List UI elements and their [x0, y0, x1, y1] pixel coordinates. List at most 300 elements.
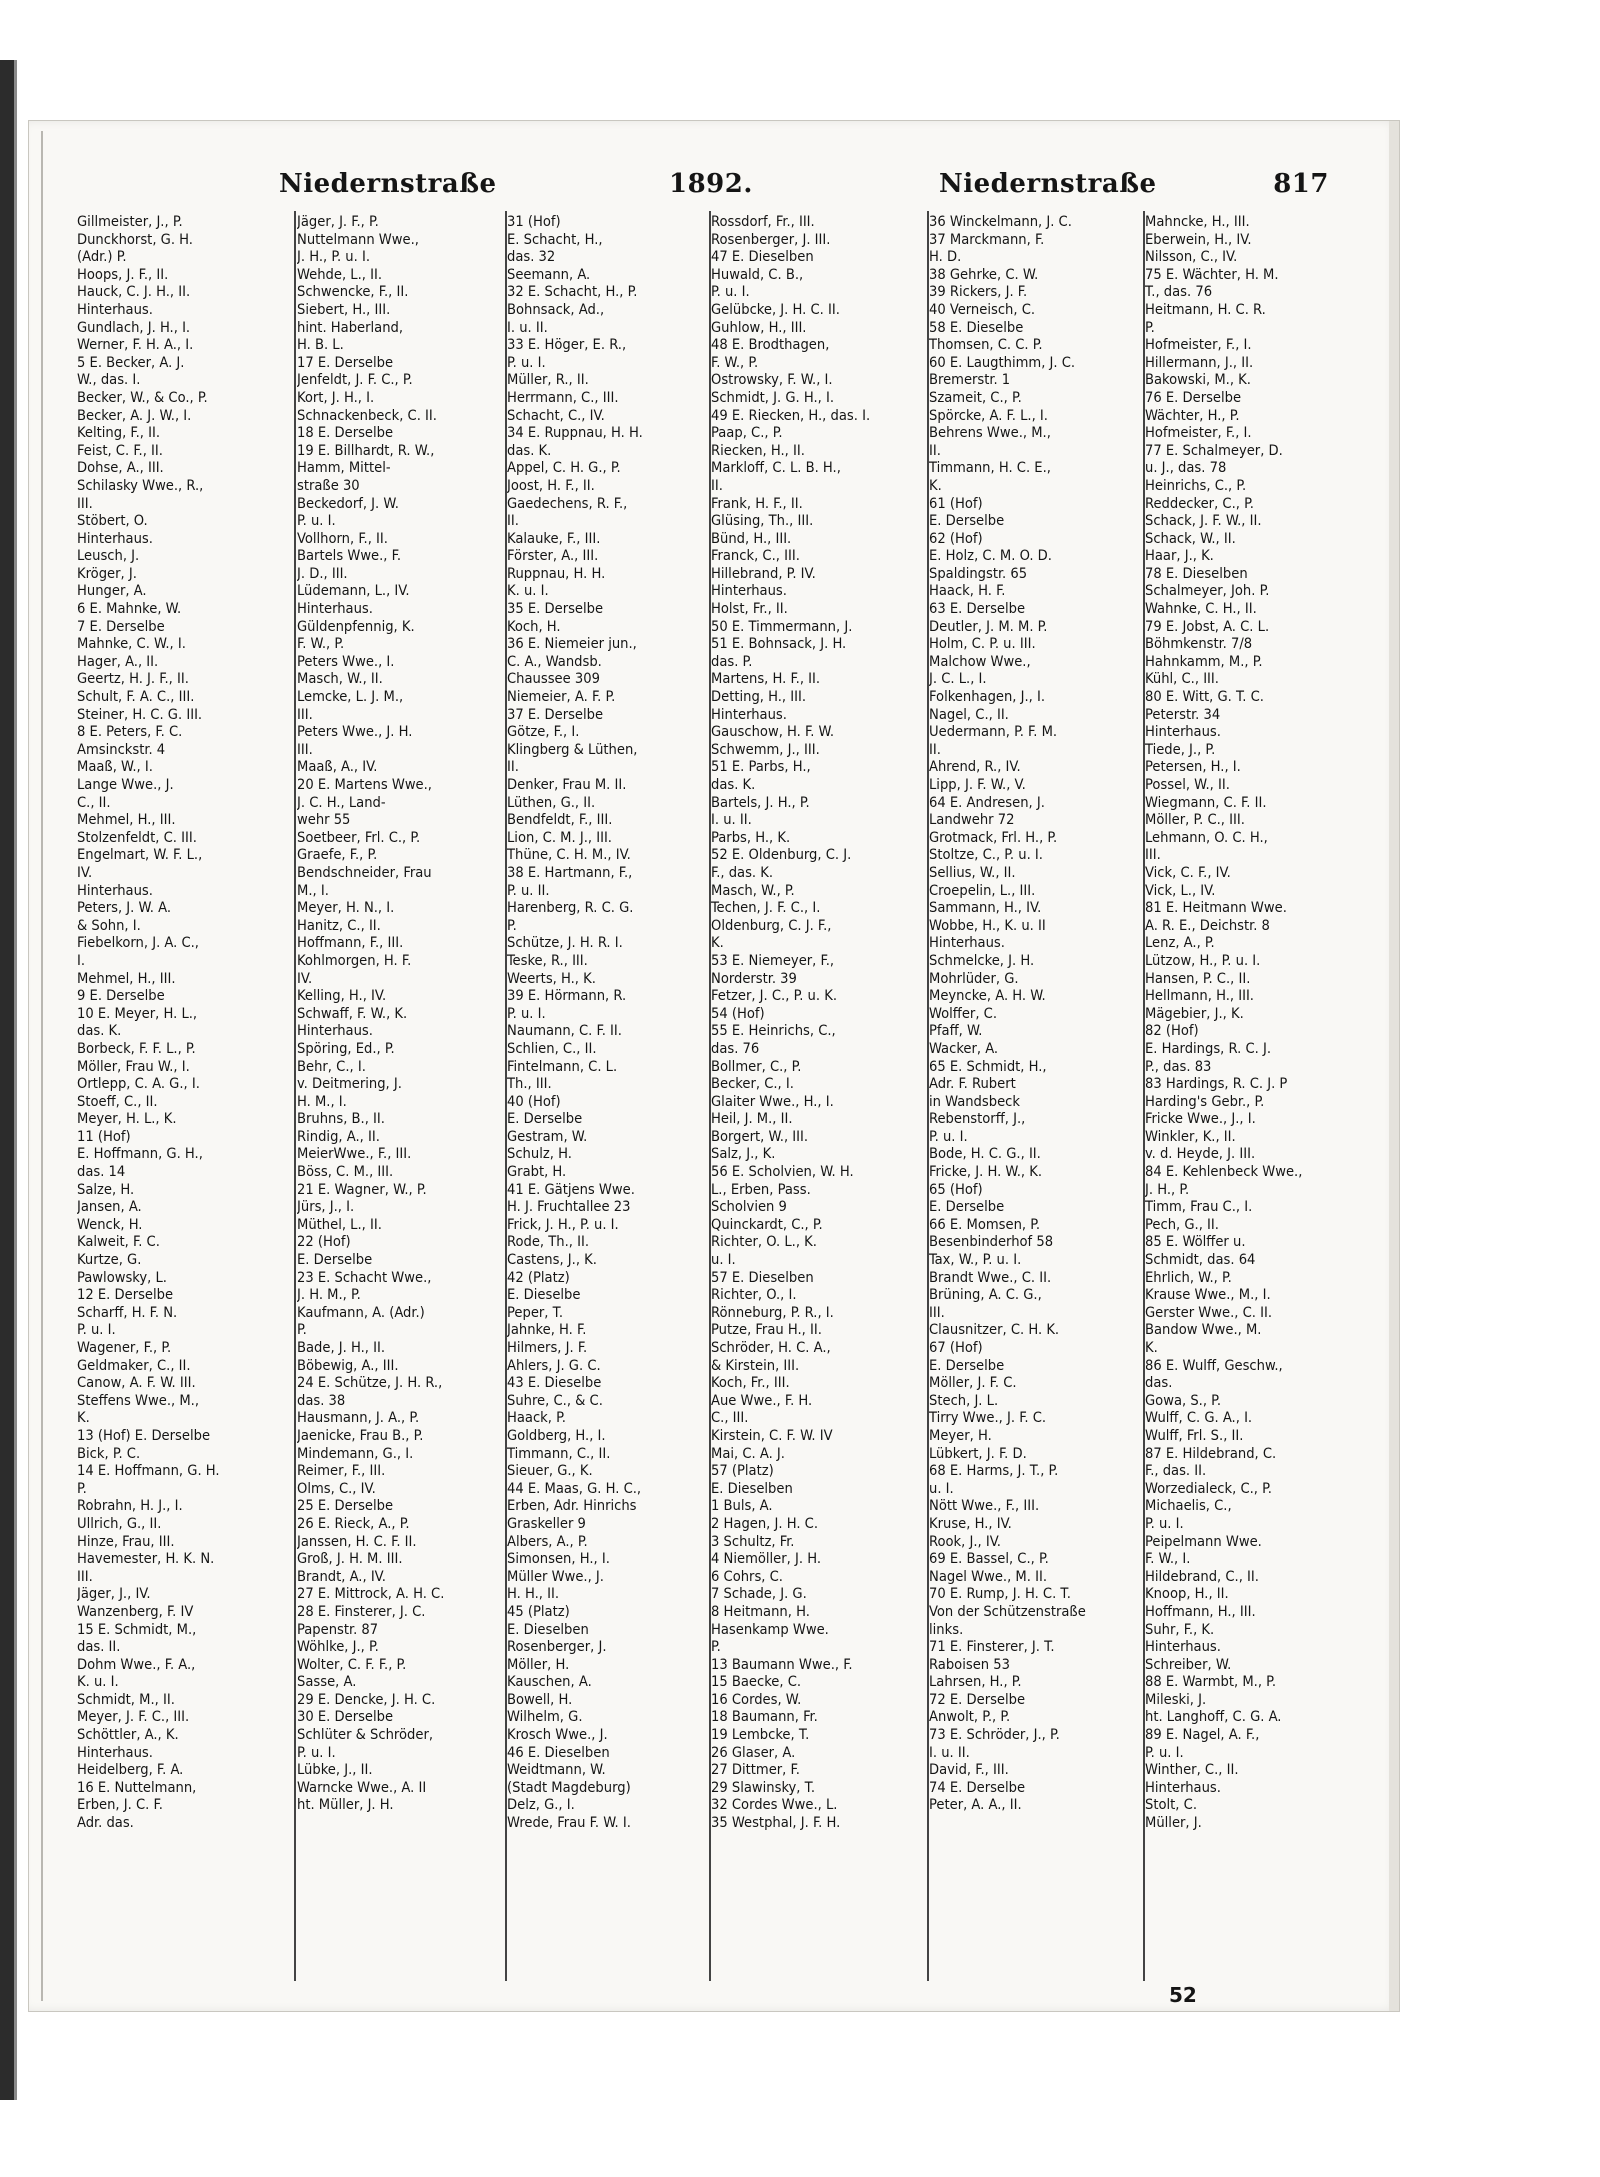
directory-entry-line: Lahrsen, H., P.	[929, 1673, 1022, 1691]
directory-entry-line: Harenberg, R. C. G.	[507, 899, 634, 917]
directory-entry-line: 26 Glaser, A.	[711, 1743, 796, 1761]
directory-entry-line: Peper, T.	[507, 1303, 564, 1321]
directory-entry-line: das. 32	[507, 248, 556, 266]
directory-entry-line: 21 E. Wagner, W., P.	[297, 1180, 427, 1198]
directory-entry-line: Hanitz, C., II.	[297, 916, 381, 934]
directory-entry-line: Schröder, H. C. A.,	[711, 1339, 831, 1356]
directory-entry-line: E. Dieselbe	[507, 1286, 581, 1304]
directory-entry-line: P. u. I.	[1145, 1514, 1184, 1532]
directory-entry-line: Timm, Frau C., I.	[1145, 1198, 1253, 1216]
directory-entry-line: Hinterhaus.	[711, 705, 787, 723]
directory-entry-line: Richter, O., I.	[711, 1286, 797, 1304]
directory-entry-line: II.	[711, 476, 723, 494]
directory-entry-line: Dohm Wwe., F. A.,	[77, 1655, 196, 1673]
directory-entry-line: E. Derselbe	[929, 1356, 1005, 1374]
directory-entry-line: Becker, W., & Co., P.	[77, 388, 208, 406]
directory-entry-line: Tax, W., P. u. I.	[929, 1251, 1022, 1269]
directory-entry-line: 18 E. Derselbe	[297, 424, 394, 442]
directory-entry-line: Thüne, C. H. M., IV.	[507, 846, 631, 864]
directory-entry-line: 56 E. Scholvien, W. H.	[711, 1163, 854, 1181]
directory-entry-line: P. u. I.	[297, 1743, 336, 1761]
directory-entry-line: Malchow Wwe.,	[929, 652, 1031, 670]
directory-entry-line: 4 Niemöller, J. H.	[711, 1550, 821, 1568]
header-street-right: Niedernstraße	[939, 169, 1157, 199]
directory-entry-line: Heitmann, H. C. R.	[1145, 300, 1266, 318]
directory-entry-line: Von der Schützenstraße	[929, 1602, 1086, 1620]
directory-entry-line: straße 30	[297, 476, 360, 494]
directory-entry-line: Chaussee 309	[507, 670, 600, 688]
directory-entry-line: J. H., P. u. I.	[297, 248, 371, 266]
directory-entry-line: Müller Wwe., J.	[507, 1567, 604, 1585]
directory-entry-line: Delz, G., I.	[507, 1796, 575, 1814]
directory-entry-line: Spaldingstr. 65	[929, 564, 1028, 582]
directory-entry-line: in Wandsbeck	[929, 1092, 1020, 1110]
directory-entry-line: hint. Haberland,	[297, 318, 404, 336]
directory-entry-line: Hinterhaus.	[1145, 1778, 1221, 1796]
directory-entry-line: Möller, H.	[507, 1655, 570, 1673]
directory-entry-line: P. u. I.	[507, 353, 546, 371]
directory-entry-line: Mehmel, H., III.	[77, 969, 176, 987]
directory-entry-line: Hamm, Mittel-	[297, 459, 391, 477]
directory-entry-line: Dunckhorst, G. H.	[77, 230, 193, 248]
page-binding-rule	[41, 131, 43, 2001]
directory-entry-line: 33 E. Höger, E. R.,	[507, 336, 627, 354]
directory-entry-line: Graskeller 9	[507, 1514, 586, 1532]
directory-entry-line: 42 (Platz)	[507, 1268, 570, 1286]
directory-entry-line: P.	[1145, 318, 1155, 336]
directory-entry-line: Hinterhaus.	[1145, 723, 1221, 741]
directory-entry-line: Naumann, C. F. II.	[507, 1022, 622, 1040]
directory-entry-line: 28 E. Finsterer, J. C.	[297, 1602, 426, 1620]
directory-entry-line: Stolt, C.	[1145, 1796, 1197, 1814]
directory-entry-line: II.	[929, 740, 941, 758]
directory-entry-line: H. B. L.	[297, 336, 344, 354]
directory-entry-line: Herrmann, C., III.	[507, 388, 619, 406]
directory-entry-line: Dohse, A., III.	[77, 459, 164, 477]
directory-entry-line: Bowell, H.	[507, 1690, 573, 1708]
directory-entry-line: Besenbinderhof 58	[929, 1233, 1054, 1251]
directory-entry-line: Wobbe, H., K. u. II	[929, 916, 1046, 934]
directory-entry-line: Hinterhaus.	[297, 1022, 373, 1040]
directory-entry-line: 31 (Hof)	[507, 213, 561, 230]
directory-entry-line: das.	[1145, 1374, 1173, 1392]
directory-entry-line: Schwaff, F. W., K.	[297, 1004, 408, 1022]
directory-entry-line: Heinrichs, C., P.	[1145, 476, 1247, 494]
directory-entry-line: J. H. M., P.	[297, 1286, 361, 1304]
directory-entry-line: III.	[297, 740, 313, 758]
directory-entry-line: 83 Hardings, R. C. J. P	[1145, 1075, 1288, 1093]
directory-entry-line: Bick, P. C.	[77, 1444, 141, 1462]
directory-entry-line: Uedermann, P. F. M.	[929, 723, 1058, 741]
directory-entry-line: Havemester, H. K. N.	[77, 1550, 215, 1568]
directory-entry-line: Appel, C. H. G., P.	[507, 459, 621, 477]
directory-entry-line: 72 E. Derselbe	[929, 1690, 1026, 1708]
directory-entry-line: u. J., das. 78	[1145, 459, 1227, 477]
directory-entry-line: (Adr.) P.	[77, 248, 127, 266]
directory-entry-line: 81 E. Heitmann Wwe.	[1145, 899, 1287, 917]
page-header	[279, 169, 1329, 209]
directory-entry-line: Peters, J. W. A.	[77, 899, 172, 917]
directory-entry-line: Wagener, F., P.	[77, 1339, 172, 1356]
directory-entry-line: IV.	[297, 969, 313, 987]
directory-entry-line: II.	[507, 758, 519, 776]
directory-entry-line: J. D., III.	[297, 564, 348, 582]
directory-entry-line: Vick, L., IV.	[1145, 881, 1216, 899]
directory-page	[28, 120, 1400, 2012]
directory-entry-line: Stolzenfeldt, C. III.	[77, 828, 197, 846]
directory-entry-line: Pfaff, W.	[929, 1022, 983, 1040]
directory-entry-line: K. u. I.	[507, 582, 549, 600]
directory-entry-line: C., II.	[77, 793, 111, 811]
directory-entry-line: Hinterhaus.	[77, 529, 153, 547]
directory-entry-line: 16 Cordes, W.	[711, 1690, 802, 1708]
directory-entry-line: 38 Gehrke, C. W.	[929, 265, 1039, 283]
directory-entry-line: Pawlowsky, L.	[77, 1268, 167, 1286]
directory-entry-line: Steffens Wwe., M.,	[77, 1391, 199, 1409]
directory-entry-line: Stech, J. L.	[929, 1391, 999, 1409]
directory-entry-line: Kort, J. H., I.	[297, 388, 375, 406]
directory-entry-line: Meyer, H.	[929, 1426, 992, 1444]
directory-entry-line: Behr, C., I.	[297, 1057, 366, 1075]
directory-entry-line: Frick, J. H., P. u. I.	[507, 1215, 619, 1233]
directory-entry-line: 46 E. Dieselben	[507, 1743, 610, 1761]
directory-entry-line: Stoeff, C., II.	[77, 1092, 158, 1110]
directory-entry-line: Mehmel, H., III.	[77, 811, 176, 829]
directory-entry-line: Hofmeister, F., I.	[1145, 336, 1252, 354]
directory-entry-line: E. Derselbe	[297, 1251, 373, 1269]
directory-entry-line: Müller, R., II.	[507, 371, 589, 389]
directory-entry-line: & Kirstein, III.	[711, 1356, 800, 1374]
directory-entry-line: Kaufmann, A. (Adr.)	[297, 1303, 425, 1321]
directory-entry-line: Hunger, A.	[77, 582, 147, 600]
directory-entry-line: Hauck, C. J. H., II.	[77, 283, 191, 301]
directory-entry-line: Kohlmorgen, H. F.	[297, 951, 412, 969]
directory-entry-line: Hinterhaus.	[297, 600, 373, 618]
directory-entry-line: J. C. L., I.	[929, 670, 987, 688]
directory-entry-line: Parbs, H., K.	[711, 828, 791, 846]
signature-number: 52	[1169, 1983, 1197, 2007]
directory-entry-line: Heil, J. M., II.	[711, 1110, 793, 1128]
directory-entry-line: Richter, O. L., K.	[711, 1233, 817, 1251]
directory-entry-line: Förster, A., III.	[507, 547, 599, 565]
directory-entry-line: Brandt, A., IV.	[297, 1567, 386, 1585]
directory-entry-line: 77 E. Schalmeyer, D.	[1145, 441, 1283, 459]
directory-entry-line: Hansen, P. C., II.	[1145, 969, 1251, 987]
directory-entry-line: 30 E. Derselbe	[297, 1708, 394, 1726]
directory-entry-line: Brandt Wwe., C. II.	[929, 1268, 1052, 1286]
directory-entry-line: Rindig, A., II.	[297, 1127, 380, 1145]
directory-entry-line: E. Schacht, H.,	[507, 230, 603, 248]
directory-entry-line: Winther, C., II.	[1145, 1761, 1239, 1779]
directory-entry-line: Hoffmann, H., III.	[1145, 1602, 1256, 1620]
directory-entry-line: Böbewig, A., III.	[297, 1356, 399, 1374]
directory-entry-line: 6 E. Mahnke, W.	[77, 600, 182, 618]
directory-entry-line: 47 E. Dieselben	[711, 248, 814, 266]
directory-entry-line: Norderstr. 39	[711, 969, 797, 987]
directory-entry-line: Jansen, A.	[77, 1198, 142, 1216]
directory-entry-line: 60 E. Laugthimm, J. C.	[929, 353, 1076, 371]
directory-entry-line: J. H., P.	[1145, 1180, 1190, 1198]
directory-entry-line: 36 Winckelmann, J. C.	[929, 213, 1072, 230]
directory-entry-line: 1 Buls, A.	[711, 1497, 773, 1515]
directory-entry-line: 37 E. Derselbe	[507, 705, 604, 723]
directory-entry-line: 71 E. Finsterer, J. T.	[929, 1638, 1055, 1656]
directory-column-6	[1145, 213, 1375, 1993]
directory-entry-line: das. II.	[77, 1638, 121, 1656]
directory-entry-line: das. K.	[507, 441, 552, 459]
directory-entry-line: Holst, Fr., II.	[711, 600, 788, 618]
directory-entry-line: Salz, J., K.	[711, 1145, 776, 1163]
directory-entry-line: Ostrowsky, F. W., I.	[711, 371, 833, 389]
directory-entry-line: Timmann, C., II.	[507, 1444, 611, 1462]
directory-entry-line: 3 Schultz, Fr.	[711, 1532, 795, 1550]
directory-entry-line: Hinterhaus.	[77, 1743, 153, 1761]
directory-entry-line: Markloff, C. L. B. H.,	[711, 459, 841, 477]
directory-entry-line: Mohrlüder, G.	[929, 969, 1019, 987]
directory-entry-line: C. A., Wandsb.	[507, 652, 602, 670]
directory-entry-line: Gelübcke, J. H. C. II.	[711, 300, 840, 318]
directory-entry-line: Seemann, A.	[507, 265, 591, 283]
directory-entry-line: Kalauke, F., III.	[507, 529, 601, 547]
directory-entry-line: P., das. 83	[1145, 1057, 1212, 1075]
directory-entry-line: 76 E. Derselbe	[1145, 388, 1242, 406]
column-divider	[294, 211, 296, 1981]
directory-entry-line: Wehde, L., II.	[297, 265, 383, 283]
directory-entry-line: 15 Baecke, C.	[711, 1673, 802, 1691]
directory-entry-line: Wolffer, C.	[929, 1004, 998, 1022]
directory-entry-line: Hildebrand, C., II.	[1145, 1567, 1259, 1585]
directory-entry-line: Schreiber, W.	[1145, 1655, 1232, 1673]
directory-entry-line: Peters Wwe., I.	[297, 652, 395, 670]
directory-entry-line: Kühl, C., III.	[1145, 670, 1219, 688]
directory-entry-line: Fiebelkorn, J. A. C.,	[77, 934, 199, 952]
directory-entry-line: Szameit, C., P.	[929, 388, 1022, 406]
directory-entry-line: 51 E. Bohnsack, J. H.	[711, 635, 847, 653]
directory-entry-line: E. Dieselben	[711, 1479, 793, 1497]
directory-entry-line: H. M., I.	[297, 1092, 347, 1110]
directory-entry-line: K.	[711, 934, 724, 952]
directory-entry-line: Adr. F. Rubert	[929, 1075, 1016, 1093]
directory-column-5	[929, 213, 1141, 1993]
directory-entry-line: K.	[77, 1409, 90, 1427]
directory-entry-line: 58 E. Dieselbe	[929, 318, 1024, 336]
directory-entry-line: Vick, C. F., IV.	[1145, 863, 1231, 881]
directory-entry-line: Bandow Wwe., M.	[1145, 1321, 1262, 1339]
directory-entry-line: W., das. I.	[77, 371, 141, 389]
directory-entry-line: Olms, C., IV.	[297, 1479, 376, 1497]
directory-entry-line: K.	[1145, 1339, 1158, 1356]
directory-entry-line: Denker, Frau M. II.	[507, 776, 627, 793]
directory-entry-line: Nuttelmann Wwe.,	[297, 230, 419, 248]
directory-entry-line: Sellius, W., II.	[929, 863, 1016, 881]
directory-entry-line: Haar, J., K.	[1145, 547, 1214, 565]
directory-entry-line: Fricke Wwe., J., I.	[1145, 1110, 1256, 1128]
directory-entry-line: Schilasky Wwe., R.,	[77, 476, 204, 494]
directory-entry-line: F. W., I.	[1145, 1550, 1191, 1568]
directory-entry-line: I.	[77, 951, 86, 969]
directory-entry-line: 85 E. Wölffer u.	[1145, 1233, 1246, 1251]
directory-entry-line: 40 (Hof)	[507, 1092, 561, 1110]
directory-entry-line: Kalweit, F. C.	[77, 1233, 160, 1251]
directory-entry-line: III.	[297, 705, 313, 723]
directory-entry-line: Oldenburg, C. J. F.,	[711, 916, 832, 934]
directory-entry-line: H. H., II.	[507, 1585, 559, 1603]
directory-entry-line: Schack, W., II.	[1145, 529, 1236, 547]
directory-entry-line: 39 E. Hörmann, R.	[507, 987, 627, 1005]
directory-entry-line: Hahnkamm, M., P.	[1145, 652, 1263, 670]
directory-entry-line: Timmann, H. C. E.,	[929, 459, 1051, 477]
directory-entry-line: Detting, H., III.	[711, 688, 807, 706]
directory-entry-line: 49 E. Riecken, H., das. I.	[711, 406, 871, 424]
directory-entry-line: Hilmers, J. F.	[507, 1339, 588, 1356]
header-year: 1892.	[669, 169, 753, 199]
directory-entry-line: Erben, Adr. Hinrichs	[507, 1497, 637, 1515]
directory-entry-line: Rossdorf, Fr., III.	[711, 213, 815, 230]
directory-entry-line: Worzedialeck, C., P.	[1145, 1479, 1272, 1497]
directory-entry-line: H. D.	[929, 248, 962, 266]
directory-entry-line: Eberwein, H., IV.	[1145, 230, 1252, 248]
directory-entry-line: 11 (Hof)	[77, 1127, 131, 1145]
directory-entry-line: P. u. I.	[297, 512, 336, 530]
directory-entry-line: 70 E. Rump, J. H. C. T.	[929, 1585, 1071, 1603]
directory-entry-line: Goldberg, H., I.	[507, 1426, 606, 1444]
directory-entry-line: Becker, C., I.	[711, 1075, 794, 1093]
directory-entry-line: 24 E. Schütze, J. H. R.,	[297, 1374, 443, 1392]
directory-entry-line: 67 (Hof)	[929, 1339, 983, 1356]
directory-column-4	[711, 213, 926, 1993]
directory-entry-line: Gestram, W.	[507, 1127, 588, 1145]
directory-entry-line: u. I.	[711, 1251, 736, 1269]
directory-entry-line: I. u. II.	[711, 811, 752, 829]
directory-entry-line: Mai, C. A. J.	[711, 1444, 785, 1462]
directory-entry-line: 64 E. Andresen, J.	[929, 793, 1045, 811]
directory-entry-line: Lübke, J., II.	[297, 1761, 373, 1779]
directory-entry-line: 7 Schade, J. G.	[711, 1585, 807, 1603]
directory-entry-line: Hager, A., II.	[77, 652, 159, 670]
directory-entry-line: Engelmart, W. F. L.,	[77, 846, 203, 864]
directory-entry-line: Lüdemann, L., IV.	[297, 582, 410, 600]
directory-entry-line: P. u. I.	[507, 1004, 546, 1022]
directory-entry-line: 27 Dittmer, F.	[711, 1761, 800, 1779]
directory-entry-line: Schacht, C., IV.	[507, 406, 605, 424]
directory-entry-line: Meyer, J. F. C., III.	[77, 1708, 190, 1726]
directory-entry-line: Schütze, J. H. R. I.	[507, 934, 623, 952]
directory-entry-line: P.	[297, 1321, 307, 1339]
directory-entry-line: Folkenhagen, J., I.	[929, 688, 1046, 706]
directory-entry-line: Pech, G., II.	[1145, 1215, 1219, 1233]
directory-entry-line: Amsinckstr. 4	[77, 740, 166, 758]
directory-entry-line: Papenstr. 87	[297, 1620, 379, 1638]
directory-entry-line: 18 Baumann, Fr.	[711, 1708, 818, 1726]
directory-entry-line: Croepelin, L., III.	[929, 881, 1036, 899]
directory-entry-line: Erben, J. C. F.	[77, 1796, 163, 1814]
directory-entry-line: Simonsen, H., I.	[507, 1550, 610, 1568]
directory-entry-line: II.	[929, 441, 941, 459]
directory-entry-line: Jürs, J., I.	[297, 1198, 355, 1216]
directory-entry-line: 39 Rickers, J. F.	[929, 283, 1028, 301]
directory-entry-line: 34 E. Ruppnau, H. H.	[507, 424, 643, 442]
directory-entry-line: Ahrend, R., IV.	[929, 758, 1021, 776]
directory-entry-line: Th., III.	[507, 1075, 552, 1093]
directory-entry-line: Lipp, J. F. W., V.	[929, 776, 1026, 793]
directory-entry-line: 7 E. Derselbe	[77, 617, 165, 635]
directory-entry-line: Tiede, J., P.	[1145, 740, 1216, 758]
directory-entry-line: 80 E. Witt, G. T. C.	[1145, 688, 1264, 706]
directory-entry-line: Paap, C., P.	[711, 424, 783, 442]
directory-entry-line: 20 E. Martens Wwe.,	[297, 776, 432, 793]
directory-entry-line: Bakowski, M., K.	[1145, 371, 1251, 389]
directory-entry-line: H. J. Fruchtallee 23	[507, 1198, 631, 1216]
directory-entry-line: 66 E. Momsen, P.	[929, 1215, 1041, 1233]
directory-entry-line: 53 E. Niemeyer, F.,	[711, 951, 835, 969]
directory-entry-line: E. Derselbe	[929, 512, 1005, 530]
directory-entry-line: Becker, A. J. W., I.	[77, 406, 192, 424]
directory-entry-line: Schnackenbeck, C. II.	[297, 406, 437, 424]
directory-entry-line: Gundlach, J. H., I.	[77, 318, 191, 336]
directory-entry-line: Borbeck, F. F. L., P.	[77, 1039, 196, 1057]
directory-entry-line: Hillermann, J., II.	[1145, 353, 1254, 371]
directory-entry-line: links.	[929, 1620, 964, 1638]
directory-entry-line: Frank, H. F., II.	[711, 494, 803, 512]
directory-entry-line: Haack, P.	[507, 1409, 566, 1427]
directory-entry-line: F. W., P.	[711, 353, 759, 371]
directory-entry-line: Haack, H. F.	[929, 582, 1006, 600]
directory-entry-line: Schlien, C., II.	[507, 1039, 597, 1057]
directory-entry-line: Schwencke, F., II.	[297, 283, 409, 301]
directory-entry-line: Possel, W., II.	[1145, 776, 1230, 793]
directory-entry-line: Deutler, J. M. M. P.	[929, 617, 1048, 635]
directory-entry-line: F. W., P.	[297, 635, 345, 653]
directory-entry-line: Götze, F., I.	[507, 723, 580, 741]
directory-entry-line: Rebenstorff, J.,	[929, 1110, 1026, 1128]
directory-entry-line: Ehrlich, W., P.	[1145, 1268, 1232, 1286]
directory-entry-line: Weidtmann, W.	[507, 1761, 606, 1779]
directory-entry-line: Rode, Th., II.	[507, 1233, 590, 1251]
directory-entry-line: P.	[77, 1479, 87, 1497]
directory-entry-line: Vollhorn, F., II.	[297, 529, 388, 547]
directory-entry-line: Böhmkenstr. 7/8	[1145, 635, 1253, 653]
directory-entry-line: Raboisen 53	[929, 1655, 1010, 1673]
directory-entry-line: Gaedechens, R. F.,	[507, 494, 628, 512]
directory-entry-line: ht. Langhoff, C. G. A.	[1145, 1708, 1282, 1726]
directory-entry-line: Hinterhaus.	[929, 934, 1005, 952]
directory-entry-line: Grotmack, Frl. H., P.	[929, 828, 1058, 846]
directory-entry-line: 57 E. Dieselben	[711, 1268, 814, 1286]
directory-entry-line: Hoops, J. F., II.	[77, 265, 169, 283]
directory-entry-line: Lemcke, L. J. M.,	[297, 688, 404, 706]
directory-entry-line: 37 Marckmann, F.	[929, 230, 1045, 248]
directory-entry-line: Wolter, C. F. F., P.	[297, 1655, 407, 1673]
directory-entry-line: Nött Wwe., F., III.	[929, 1497, 1040, 1515]
directory-entry-line: III.	[929, 1303, 945, 1321]
directory-entry-line: 54 (Hof)	[711, 1004, 765, 1022]
directory-entry-line: Glüsing, Th., III.	[711, 512, 814, 530]
directory-entry-line: P. u. I.	[711, 283, 750, 301]
directory-entry-line: Niemeier, A. F. P.	[507, 688, 616, 706]
directory-entry-line: 19 E. Billhardt, R. W.,	[297, 441, 435, 459]
directory-entry-line: Canow, A. F. W. III.	[77, 1374, 196, 1392]
directory-entry-line: Winkler, K., II.	[1145, 1127, 1236, 1145]
directory-entry-line: 45 (Platz)	[507, 1602, 570, 1620]
directory-entry-line: Beckedorf, J. W.	[297, 494, 399, 512]
directory-entry-line: 55 E. Heinrichs, C.,	[711, 1022, 836, 1040]
directory-entry-line: Schmidt, M., II.	[77, 1690, 175, 1708]
directory-entry-line: Wanzenberg, F. IV	[77, 1602, 194, 1620]
directory-entry-line: Hinterhaus.	[77, 881, 153, 899]
directory-entry-line: MeierWwe., F., III.	[297, 1145, 412, 1163]
directory-entry-line: E. Holz, C. M. O. D.	[929, 547, 1052, 565]
directory-entry-line: E. Derselbe	[507, 1110, 583, 1128]
